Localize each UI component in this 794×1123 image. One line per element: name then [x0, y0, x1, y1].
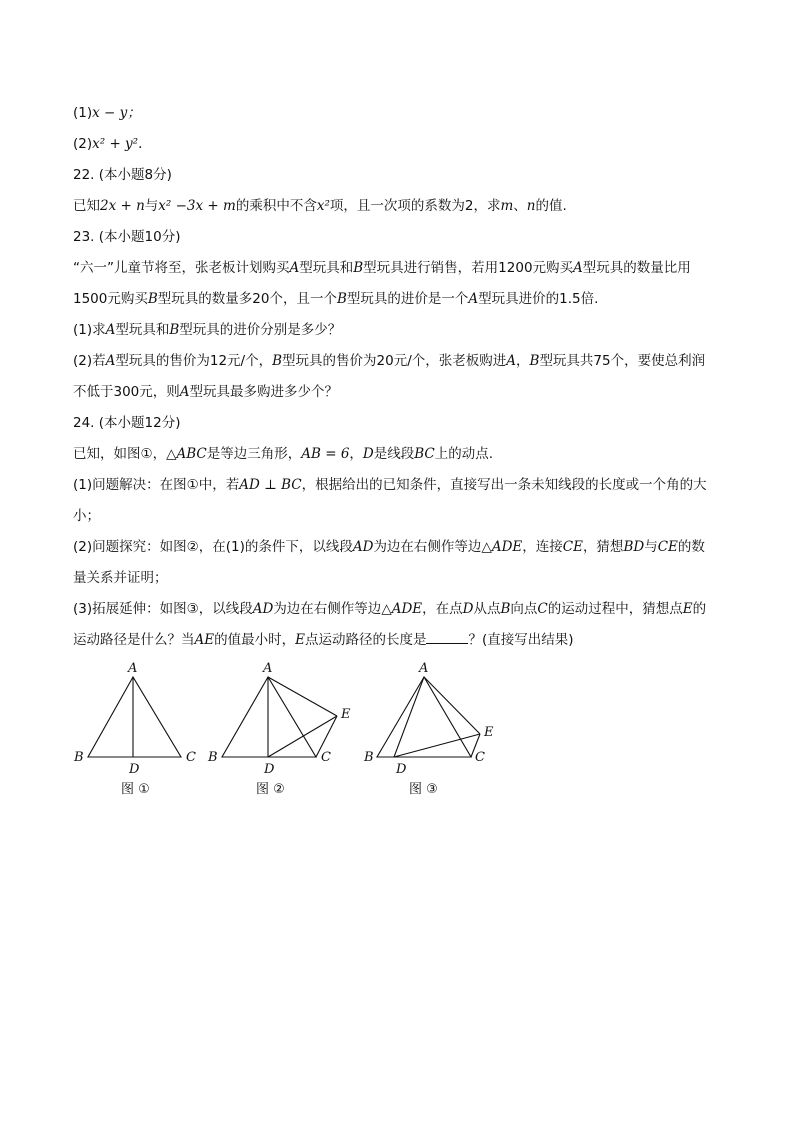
- text: ，连接: [522, 539, 563, 555]
- math-expr: m: [500, 198, 514, 214]
- math-var: AE: [194, 632, 215, 648]
- text: 型玩具的数量比用: [582, 260, 691, 276]
- label-a: A: [128, 661, 138, 676]
- math-expr: n: [526, 198, 536, 214]
- text: 型玩具的进价分别是多少？: [179, 322, 342, 338]
- q23-stem-line1: [73, 259, 691, 277]
- text: 、: [513, 198, 527, 214]
- q22-body: [73, 197, 567, 215]
- text: 运动路径是什么？当: [73, 632, 195, 648]
- math-var: C: [537, 601, 548, 617]
- math-var: AD: [252, 601, 274, 617]
- label-a: A: [263, 661, 273, 676]
- q23-part2-line2: [73, 383, 338, 401]
- math-var: BD: [623, 539, 645, 555]
- math-var: B: [353, 260, 364, 276]
- math-expr: x² + y².: [92, 136, 143, 152]
- answer-blank[interactable]: [426, 631, 468, 644]
- text: 1500元购买: [73, 291, 148, 307]
- q24-part3-line1: [73, 600, 706, 618]
- math-var: A: [105, 322, 116, 338]
- text: 不低于300元，则: [73, 384, 180, 400]
- triangle-abc: [88, 677, 181, 757]
- figure-2-caption: 图 ②: [256, 782, 285, 797]
- text: ？(直接写出结果): [468, 632, 574, 648]
- math-expr: AB = 6: [301, 446, 350, 462]
- label-e: E: [484, 725, 494, 740]
- text: 的: [692, 601, 707, 617]
- q21-part1: [73, 104, 141, 122]
- label-b: B: [364, 750, 374, 765]
- text: 型玩具的进价是一个: [346, 291, 469, 307]
- figure-3: [363, 661, 494, 797]
- part-label: (1): [73, 105, 93, 121]
- math-var: B: [500, 601, 511, 617]
- q23-part1: [73, 321, 341, 339]
- label-d: D: [264, 762, 275, 777]
- q24-intro: [73, 445, 493, 463]
- text: (2)问题探究：如图②，在(1)的条件下，以线段: [73, 539, 353, 555]
- q22-header: 22. (本小题8分): [73, 167, 172, 183]
- text: (3)拓展延伸：如图③，以线段: [73, 601, 253, 617]
- label-b: B: [74, 750, 84, 765]
- q21-part2: [73, 135, 142, 153]
- text: 型玩具最多购进多少个？: [189, 384, 339, 400]
- math-expr: x²: [316, 198, 330, 214]
- math-var: D: [362, 446, 374, 462]
- text: ，根据给出的已知条件，直接写出一条未知线段的长度或一个角的大: [301, 477, 707, 493]
- text: “六一”儿童节将至，张老板计划购买: [73, 260, 290, 276]
- text: (1)求: [73, 322, 106, 338]
- segment-ae: [268, 677, 337, 716]
- math-expr: x² −3x + m: [158, 198, 236, 214]
- triangle-abc: [377, 677, 471, 757]
- q24-part1-line2: 小；: [73, 508, 100, 524]
- text: 型玩具和: [115, 322, 170, 338]
- q24-part2-line2: 量关系并证明；: [73, 570, 168, 586]
- math-var: B: [336, 291, 347, 307]
- label-b: B: [208, 750, 218, 765]
- math-expr: △ADE: [481, 539, 523, 555]
- q23-header: 23. (本小题10分): [73, 229, 181, 245]
- geometry-figures: [0, 655, 794, 815]
- math-var: AD: [352, 539, 374, 555]
- math-expr: x − y；: [92, 105, 141, 121]
- text: 型玩具进行销售，若用1200元购买: [363, 260, 574, 276]
- text: 的值.: [535, 198, 567, 214]
- text: (1)问题解决：在图①中，若: [73, 477, 240, 493]
- q23-part2-line1: [73, 352, 705, 370]
- q24-header: 24. (本小题12分): [73, 415, 181, 431]
- label-c: C: [186, 750, 196, 765]
- text: 型玩具共75个，要使总利润: [539, 353, 706, 369]
- text: 的值最小时，: [214, 632, 296, 648]
- text: 是线段: [373, 446, 415, 462]
- math-var: E: [682, 601, 693, 617]
- figure-1: [73, 661, 196, 797]
- part-label: (2): [73, 136, 93, 152]
- math-expr: △ADE: [381, 601, 423, 617]
- text: 向点: [510, 601, 538, 617]
- text: 的乘积中不含: [235, 198, 317, 214]
- text: ，: [349, 446, 363, 462]
- label-d: D: [129, 762, 140, 777]
- text: 与: [644, 539, 658, 555]
- text: 已知，如图①，: [73, 446, 167, 462]
- math-var: A: [105, 353, 116, 369]
- text: 为边在右侧作等边: [273, 601, 382, 617]
- text: 已知: [73, 198, 100, 214]
- text: 是等边三角形，: [206, 446, 302, 462]
- label-d: D: [396, 762, 407, 777]
- math-var: CE: [562, 539, 583, 555]
- text: 从点: [473, 601, 501, 617]
- text: 型玩具和: [299, 260, 354, 276]
- math-expr: △ABC: [166, 446, 207, 462]
- math-var: A: [468, 291, 479, 307]
- label-a: A: [419, 661, 429, 676]
- math-expr: AD ⊥ BC: [239, 477, 302, 493]
- label-c: C: [475, 750, 485, 765]
- math-var: BC: [414, 446, 435, 462]
- math-var: B: [529, 353, 540, 369]
- triangle-abc: [222, 677, 316, 757]
- text: 型玩具进价的1.5倍.: [478, 291, 599, 307]
- figure-2: [207, 661, 351, 797]
- label-c: C: [321, 750, 331, 765]
- math-var: D: [462, 601, 474, 617]
- math-var: A: [289, 260, 300, 276]
- math-var: E: [295, 632, 305, 648]
- text: 型玩具的售价为12元/个，: [115, 353, 273, 369]
- segment-de: [394, 734, 480, 757]
- q23-stem-line2: [73, 290, 598, 308]
- math-expr: 2x + n: [100, 198, 145, 214]
- text: 项，且一次项的系数为2，求: [329, 198, 501, 214]
- q24-part3-line2: [73, 631, 574, 649]
- math-var: B: [147, 291, 158, 307]
- math-var: CE: [657, 539, 678, 555]
- math-var: A: [573, 260, 583, 276]
- figure-3-caption: 图 ③: [409, 782, 438, 797]
- math-var: B: [272, 353, 283, 369]
- q24-part2-line1: [73, 538, 705, 556]
- text: 上的动点.: [434, 446, 494, 462]
- figure-1-caption: 图 ①: [121, 782, 150, 797]
- math-var: B: [169, 322, 180, 338]
- text: (2)若: [73, 353, 106, 369]
- text: 型玩具的售价为20元/个，张老板购进: [282, 353, 507, 369]
- text: 为边在右侧作等边: [373, 539, 482, 555]
- text: 的数: [677, 539, 705, 555]
- q24-part1-line1: [73, 476, 707, 494]
- math-var: A: [506, 353, 517, 369]
- segment-ad: [394, 677, 424, 757]
- text: ，: [516, 353, 530, 369]
- label-e: E: [341, 707, 351, 722]
- text: ，在点: [422, 601, 463, 617]
- text: ，猜想: [582, 539, 624, 555]
- text: 型玩具的数量多20个，且一个: [157, 291, 337, 307]
- text: 点运动路径的长度是: [304, 632, 427, 648]
- math-var: A: [179, 384, 190, 400]
- text: 的运动过程中，猜想点: [547, 601, 683, 617]
- text: 与: [144, 198, 159, 214]
